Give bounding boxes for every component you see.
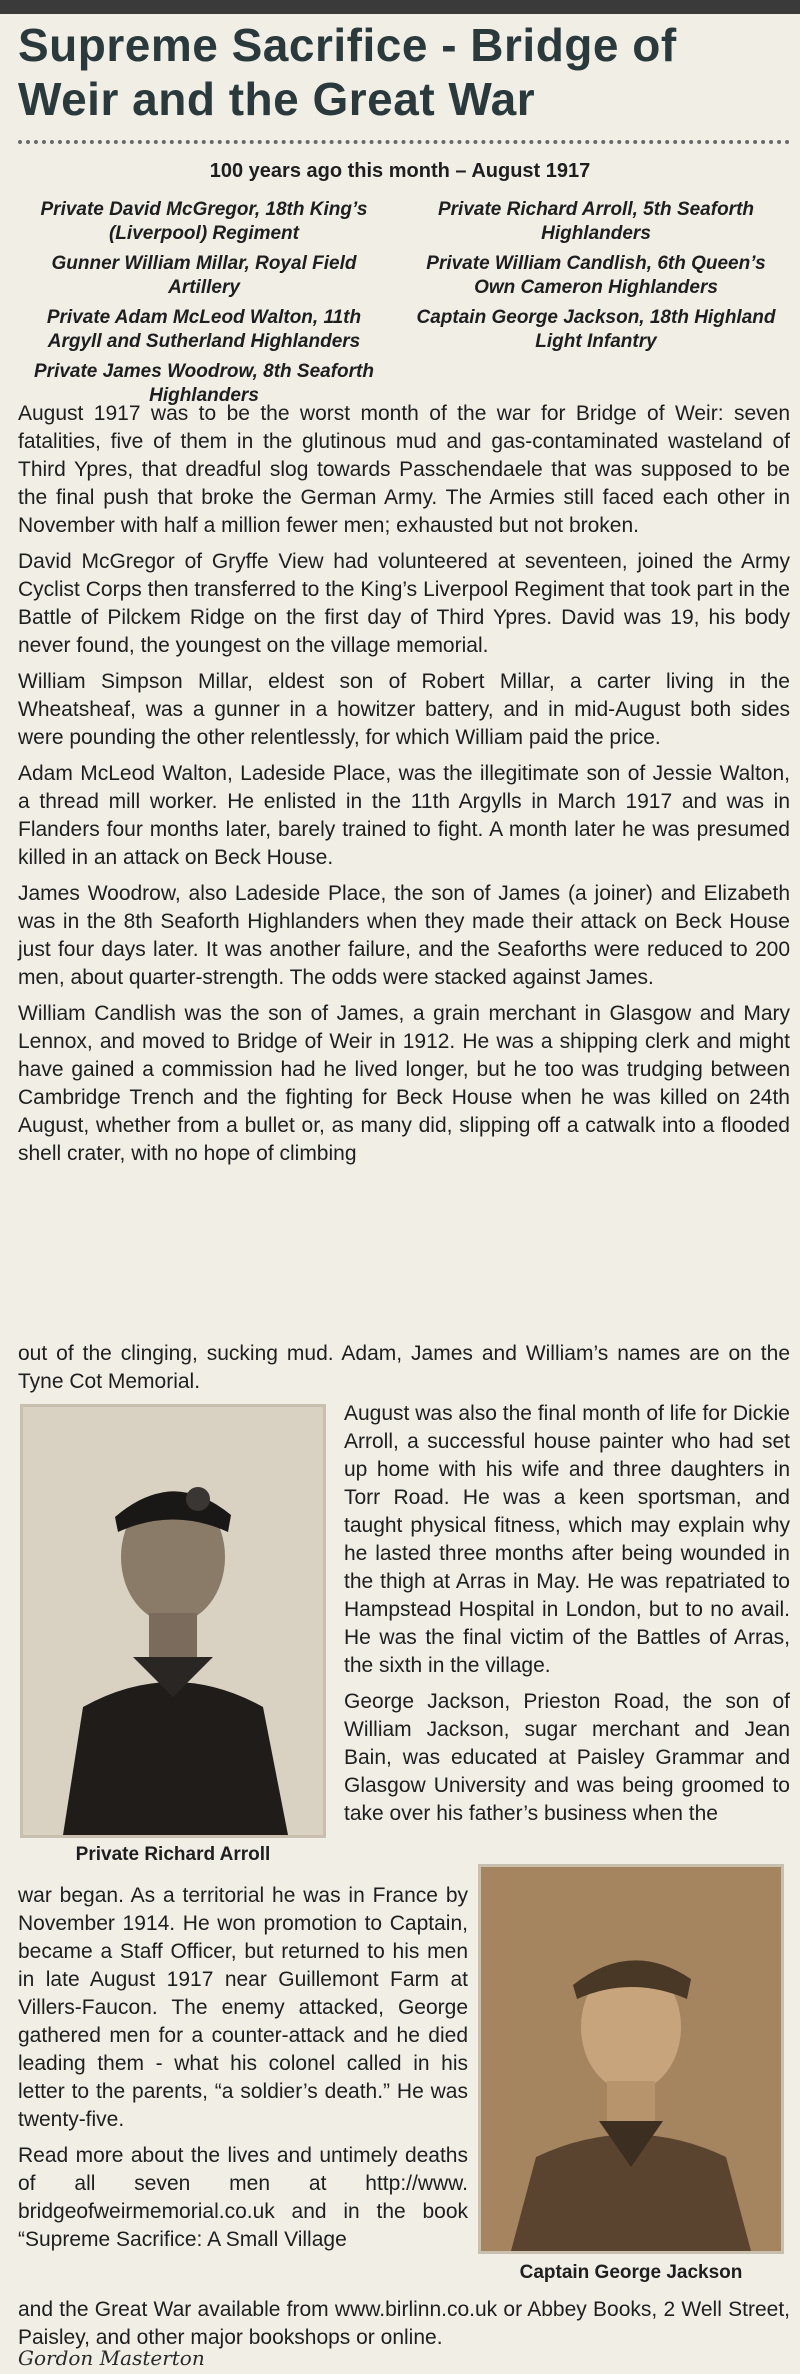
paragraph: Read more about the lives and untimely deaths of all seven men at http://www. bridgeofweirmemorial.co.uk and in the book “Supreme Sacrifice: A Small Village: [18, 2144, 468, 2251]
photo-caption-arroll: Private Richard Arroll: [75, 1844, 271, 1865]
article-title: Supreme Sacrifice - Bridge of Weir and the Great War: [18, 19, 677, 125]
paragraph: David McGregor of Gryffe View had volunteered at seventeen, joined the Army Cyclist Corps then transferred to the King’s Liverpool Regiment that took part in the Battle of Pilckem Ridge on the first day of Third Ypres. David was 19, his body never found, the youngest on the village memorial.: [18, 550, 790, 657]
article-continuation: [18, 1340, 790, 1404]
top-bar: [0, 0, 800, 14]
photo-caption-jackson: Captain George Jackson: [519, 2262, 743, 2283]
officer-portrait-icon: [481, 1867, 781, 2251]
author-signature: Gordon Masterton: [18, 2346, 205, 2370]
casualty-item: Private Richard Arroll, 5th Seaforth Highlanders: [437, 199, 755, 244]
casualty-list: [18, 198, 782, 408]
paragraph: August was also the final month of life for Dickie Arroll, a successful house painter who had set up home with his wife and three daughters in Torr Road. He was a keen sportsman, and taught physical fitness, which may explain why he lasted three months after being wounded in the thigh at Arras in May. He was repatriated to Hampstead Hospital in London, but to no avail. He was the final victim of the Battles of Arras, the sixth in the village.: [344, 1402, 790, 1677]
jackson-column: [18, 1882, 468, 2262]
paragraph: Adam McLeod Walton, Ladeside Place, was the illegitimate son of Jessie Walton, a thread mill worker. He enlisted in the 11th Argylls in March 1917 and was in Flanders four months later, barely trained to fight. A month later he was presumed killed in an attack on Beck House.: [18, 762, 790, 869]
paragraph: out of the clinging, sucking mud. Adam, James and William’s names are on the Tyne Cot Memorial.: [18, 1342, 790, 1393]
paragraph: and the Great War available from www.birlinn.co.uk or Abbey Books, 2 Well Street, Paisley, and other major bookshops or online.: [18, 2298, 790, 2349]
paragraph: war began. As a territorial he was in France by November 1914. He won promotion to Captain, became a Staff Officer, but returned to his men in late August 1917 near Guillemont Farm at Villers-Faucon. The enemy attacked, George gathered men for a counter-attack and he died leading them - what his colonel called in his letter to the parents, “a soldier’s death.” He was twenty-five.: [18, 1884, 468, 2131]
article-subhead: 100 years ago this month – August 1917: [209, 160, 591, 182]
paragraph: William Simpson Millar, eldest son of Robert Millar, a carter living in the Wheatsheaf, was a gunner in a howitzer battery, and in mid-August both sides were pounding the other relentlessly, for which William paid the price.: [18, 670, 790, 749]
paragraph: William Candlish was the son of James, a grain merchant in Glasgow and Mary Lennox, and moved to Bridge of Weir in 1912. He was a shipping clerk and might have gained a commission had he lived longer, but he too was trudging between Cambridge Trench and the fighting for Beck House when he was killed on 24th August, whether from a bullet or, as many did, slipping off a catwalk into a flooded shell crater, with no hope of climbing: [18, 1002, 790, 1165]
paragraph: August 1917 was to be the worst month of the war for Bridge of Weir: seven fatalities, five of them in the glutinous mud and gas-contaminated wasteland of Third Ypres, that dreadful slog towards Passchendaele that was supposed to be the final push that broke the German Army. The Armies still faced each other in November with half a million fewer men; exhausted but not broken.: [18, 402, 790, 537]
article-body: [18, 400, 790, 1176]
title-divider: [18, 140, 790, 144]
arroll-column: [344, 1400, 790, 1836]
casualty-item: Private William Candlish, 6th Queen’s Own Cameron Highlanders: [426, 253, 766, 298]
casualty-item: Gunner William Millar, Royal Field Artillery: [51, 253, 357, 298]
photo-richard-arroll: [20, 1404, 326, 1838]
paragraph: James Woodrow, also Ladeside Place, the son of James (a joiner) and Elizabeth was in the 8th Seaforth Highlanders when they made their attack on Beck House just four days later. It was another failure, and the Seaforths were reduced to 200 men, about quarter-strength. The odds were stacked against James.: [18, 882, 790, 989]
photo-george-jackson: [478, 1864, 784, 2254]
paragraph: George Jackson, Prieston Road, the son of William Jackson, sugar merchant and Jean Bain, was educated at Paisley Grammar and Glasgow University and was being groomed to take over his father’s business when the: [344, 1690, 790, 1825]
casualty-item: Private Adam McLeod Walton, 11th Argyll and Sutherland Highlanders: [46, 307, 362, 352]
casualty-item: Private David McGregor, 18th King’s (Liverpool) Regiment: [40, 199, 368, 244]
soldier-portrait-icon: [23, 1407, 323, 1835]
casualty-item: Captain George Jackson, 18th Highland Light Infantry: [416, 307, 776, 352]
casualty-item: Private James Woodrow, 8th Seaforth Highlanders: [34, 361, 374, 406]
